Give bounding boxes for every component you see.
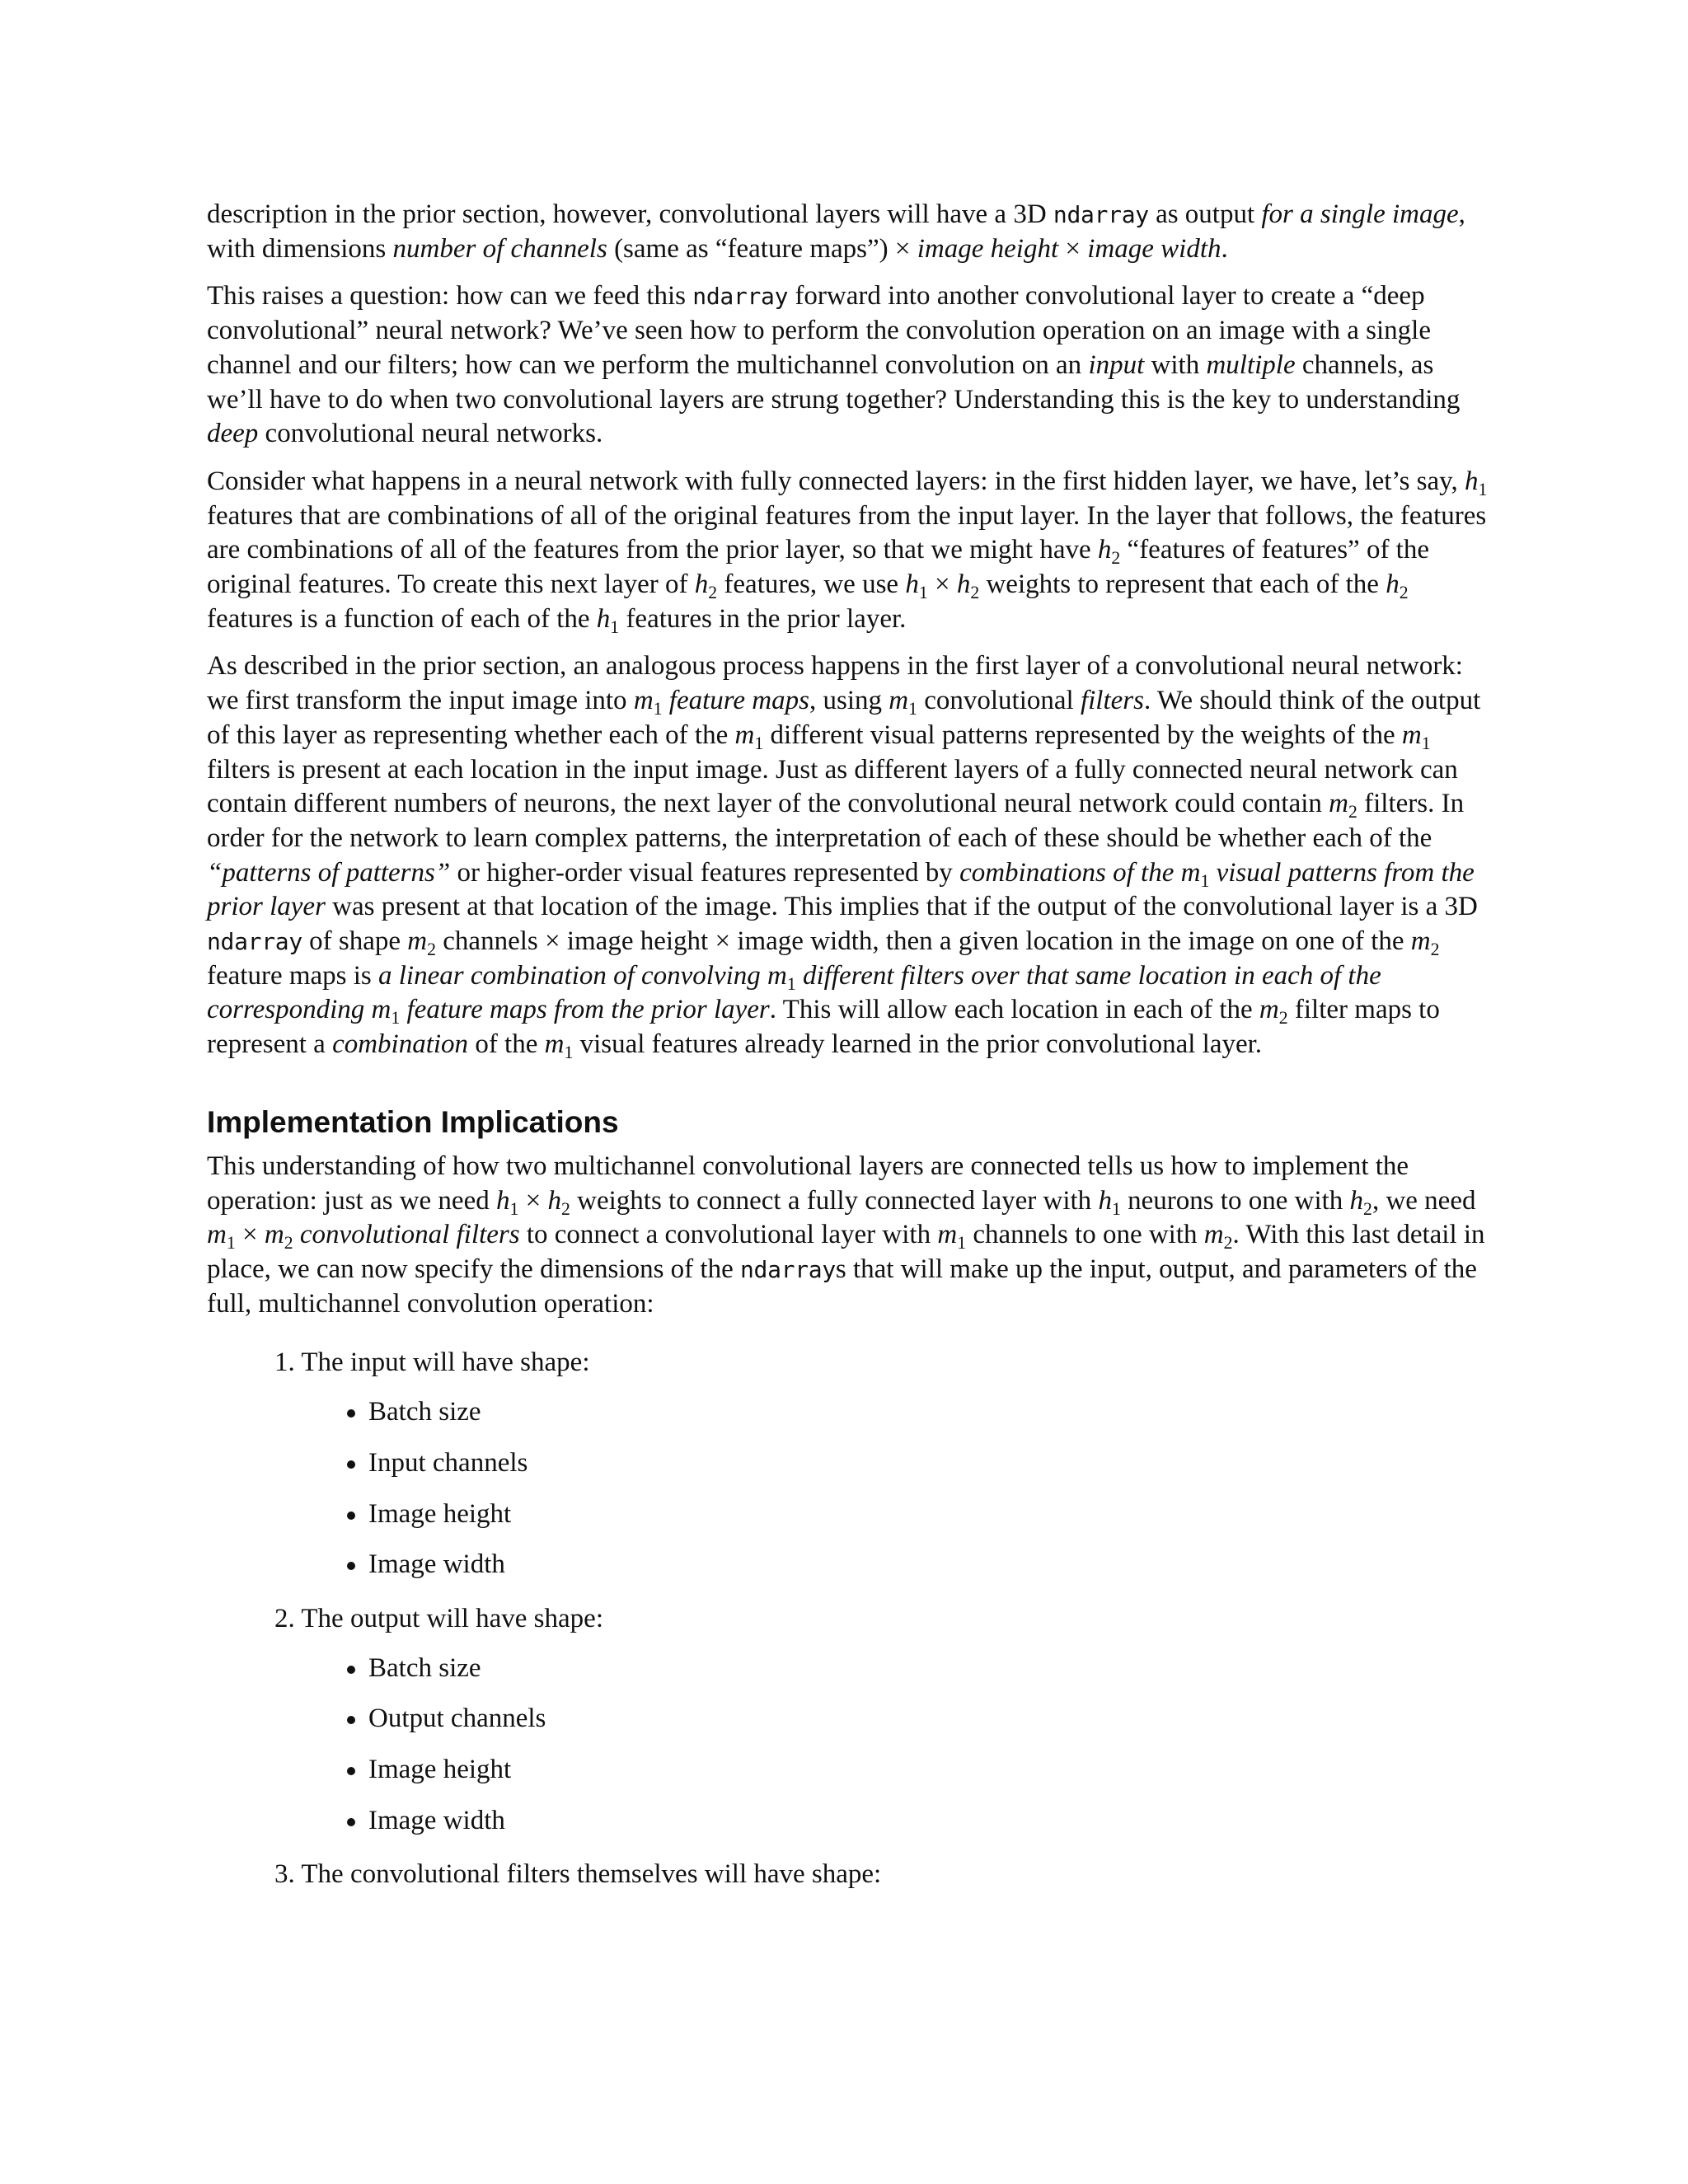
emphasis: convolutional filters [293, 1220, 520, 1250]
math-var: $m_2$ [1410, 926, 1440, 960]
list-item-output-shape [274, 1591, 1493, 1847]
text: visual features already learned in the prior convolutional layer. [573, 1029, 1263, 1060]
dimension-list [274, 1387, 1493, 1591]
math-var: $m_1$ [207, 1220, 236, 1254]
text: convolutional [917, 686, 1081, 716]
text: , with dimensions [207, 199, 1465, 264]
emphasis: filters [1080, 686, 1144, 716]
text: × [1058, 233, 1088, 264]
text: . [1221, 233, 1228, 264]
text: As described in the prior section, an analogous process happens in the first layer of a convolutional neural network: we first transform the input image into [207, 651, 1463, 716]
text: convolutional neural networks. [258, 419, 603, 449]
emphasis: feature maps from the prior layer [400, 995, 770, 1025]
document-page [207, 198, 1493, 1899]
text: feature maps is [207, 960, 379, 991]
text: as output [1148, 199, 1262, 229]
list-item-label: 3. The convolutional filters themselves will have shape: [274, 1859, 882, 1890]
times-sign: × [235, 1220, 265, 1250]
text: channels, as we’ll have to do when two convolutional layers are strung together? Understanding this is the key to understanding [207, 349, 1461, 415]
list-item: Output channels [368, 1694, 1493, 1745]
emphasis: combination [332, 1029, 469, 1060]
text: features is a function of each of the [207, 603, 597, 634]
times-sign: × [927, 569, 957, 600]
math-var: $h_1$ [1465, 466, 1488, 499]
math-var: $m_1$ [937, 1220, 967, 1254]
text: features, we use [717, 569, 906, 600]
math-var: $m_2$ [1329, 789, 1357, 823]
text: with [1144, 349, 1207, 380]
list-item: Image height [368, 1745, 1493, 1796]
math-var: $h_1$ [495, 1185, 519, 1219]
math-var: $m_1$ [1401, 719, 1431, 753]
emphasis: image height [917, 233, 1059, 264]
text: “features of features” of the original features. To create this next layer of [207, 535, 1429, 600]
list-item: Input channels [368, 1438, 1493, 1489]
text: . With this last detail in place, we can now specify the dimensions of the [207, 1220, 1485, 1284]
emphasis: a linear combination of convolving [378, 960, 768, 991]
times-sign: × [518, 1185, 548, 1216]
text: This understanding of how two multichannel convolutional layers are connected tells us how to implement the operation: just as we need [207, 1151, 1409, 1216]
text: of shape [302, 926, 408, 957]
math-var: $m_1$ [633, 686, 663, 719]
text: channels to one with [966, 1220, 1204, 1250]
inline-code: ndarray [739, 1255, 836, 1283]
emphasis: visual patterns from the prior layer [207, 857, 1475, 922]
emphasis: feature maps [668, 686, 809, 716]
text: . We should think of the output of this layer as representing whether each of the [207, 686, 1481, 750]
text: was present at that location of the image. This implies that if the output of the convolutional layer is a 3D [325, 892, 1478, 922]
inline-code: ndarray [692, 283, 789, 311]
text: channels × image height × image width, then a given location in the image on one of the [436, 926, 1411, 957]
math-var: $m_2$ [1259, 995, 1288, 1029]
math-var: $m_2$ [1203, 1220, 1233, 1254]
math-var: $h_2$ [1097, 535, 1121, 569]
text: weights to connect a fully connected layer with [570, 1185, 1099, 1216]
paragraph-5 [207, 1150, 1493, 1322]
list-item-filter-shape [274, 1846, 1493, 1899]
math-var: $h_2$ [547, 1185, 570, 1219]
emphasis: combinations of the [959, 857, 1181, 888]
emphasis: image width [1087, 233, 1221, 264]
list-item: Batch size [368, 1387, 1493, 1438]
math-var: $m_1$ [544, 1029, 574, 1063]
text: filters. In order for the network to learn complex patterns, the interpretation of each of these should be whether each of the [207, 789, 1465, 853]
emphasis: number of channels [392, 233, 607, 264]
math-var: $h_2$ [1349, 1185, 1372, 1219]
text: . This will allow each location in each of the [769, 995, 1259, 1025]
text: Consider what happens in a neural network with fully connected layers: in the first hidden layer, we have, let’s say, [207, 466, 1465, 496]
text: s that will make up the input, output, and parameters of the full, multichannel convolution operation: [207, 1254, 1477, 1319]
text: features in the prior layer. [619, 603, 907, 634]
math-var: $m_1$ [889, 686, 917, 719]
text: weights to represent that each of the [979, 569, 1386, 600]
text: or higher-order visual features represented by [450, 857, 960, 888]
emphasis: deep [207, 419, 259, 449]
emphasis: multiple [1206, 349, 1296, 380]
math-var: $h_1$ [905, 569, 928, 603]
list-item-input-shape [274, 1334, 1493, 1591]
text: features that are combinations of all of the original features from the input layer. In the layer that follows, the features are combinations of all of the features from the prior layer, so that we might have [207, 500, 1487, 565]
emphasis: input [1088, 349, 1145, 380]
text: , using [809, 686, 889, 716]
paragraph-4 [207, 649, 1493, 1062]
text: of the [468, 1029, 545, 1060]
math-var: $m_1$ [1180, 857, 1210, 891]
text: , we need [1372, 1185, 1476, 1216]
paragraph-2 [207, 279, 1493, 452]
dimension-list [274, 1643, 1493, 1847]
text: to connect a convolutional layer with [519, 1220, 938, 1250]
math-var: $m_1$ [767, 960, 796, 994]
math-var: $m_1$ [734, 719, 764, 753]
text: This raises a question: how can we feed this [207, 281, 693, 312]
inline-code: ndarray [207, 928, 302, 956]
inline-code: ndarray [1053, 201, 1149, 228]
math-var: $h_1$ [1098, 1185, 1121, 1219]
text: (same as “feature maps”) × [607, 233, 917, 264]
math-var: $h_2$ [956, 569, 980, 603]
text: different visual patterns represented by the weights of the [763, 719, 1402, 750]
section-heading: Implementation Implications [207, 1104, 619, 1139]
shape-list [207, 1334, 1493, 1899]
text: neurons to one with [1120, 1185, 1350, 1216]
list-item: Batch size [368, 1643, 1493, 1694]
emphasis: for a single image [1261, 199, 1459, 229]
text: description in the prior section, however, convolutional layers will have a 3D [207, 199, 1053, 229]
math-var: $h_1$ [596, 603, 620, 637]
text: filter maps to represent a [207, 995, 1440, 1060]
list-item-label: 2. The output will have shape: [274, 1603, 603, 1633]
math-var: $h_2$ [1386, 569, 1409, 603]
paragraph-3 [207, 465, 1493, 637]
emphasis: different filters over that same location in each of the corresponding [207, 960, 1381, 1025]
math-var: $m_2$ [264, 1220, 293, 1254]
list-item: Image width [368, 1540, 1493, 1591]
list-item: Image height [368, 1489, 1493, 1540]
text: filters is present at each location in the input image. Just as different layers of a fully connected neural network can contain different numbers of neurons, the next layer of the convolutional neural network could contain [207, 754, 1458, 819]
emphasis: “patterns of patterns” [207, 857, 451, 888]
math-var: $m_2$ [407, 926, 437, 960]
paragraph-1 [207, 198, 1493, 266]
math-var: $h_2$ [694, 569, 718, 603]
math-var: $m_1$ [371, 995, 401, 1029]
text: forward into another convolutional layer to create a “deep convolutional” neural network? We’ve seen how to perform the convolution operation on an image with a single channel and our filters; how can we perform the multichannel convolution on an [207, 281, 1431, 380]
list-item: Image width [368, 1796, 1493, 1847]
list-item-label: 1. The input will have shape: [274, 1347, 590, 1378]
